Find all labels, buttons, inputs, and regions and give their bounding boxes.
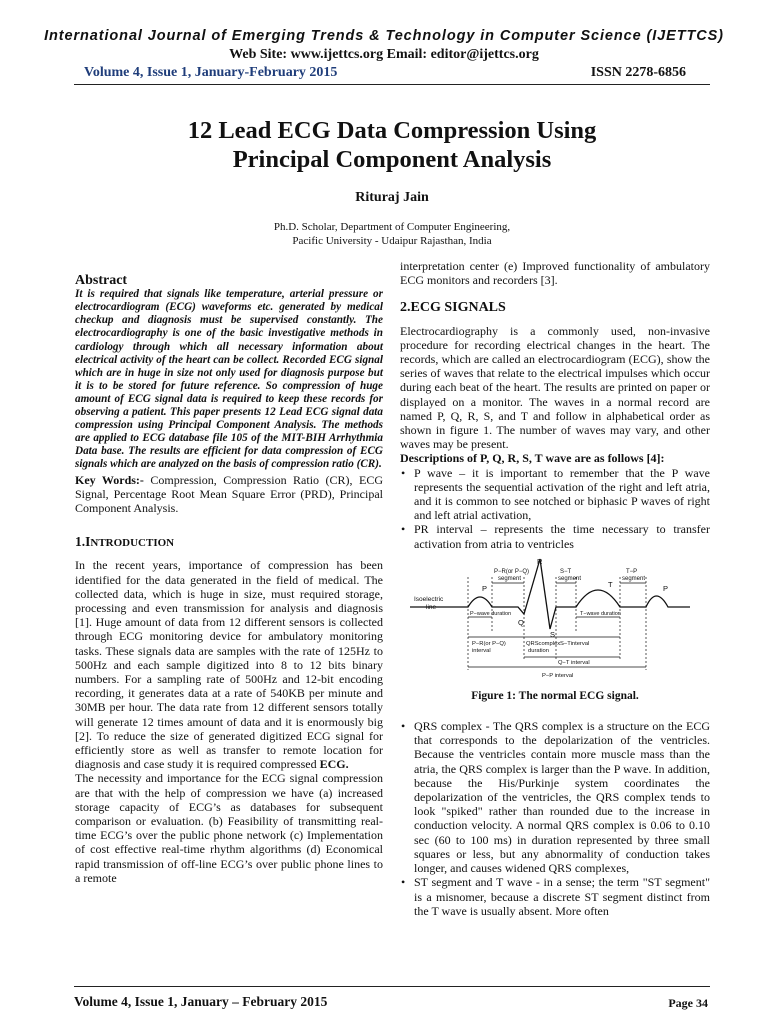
header-rule — [74, 84, 710, 85]
page-number: Page 34 — [668, 996, 708, 1010]
affiliation-line-1: Ph.D. Scholar, Department of Computer Engineering, — [273, 221, 511, 233]
label-isoelectric-line: line — [426, 603, 437, 611]
ecg-diagram — [400, 557, 710, 687]
footer-rule — [74, 986, 710, 987]
label-pr-interval-2: interval — [472, 647, 491, 654]
section-2-paragraph: Electrocardiography is a commonly used, non-invasive procedure for recording electrical changes in the heart. The records, which are called an electrocardiogram (ECG), show the series of waves that relate to the electrical impulses which occur during each beat of the heart. The results are printed on paper or displayed on a monitor. The waves in a normal record are named P, Q, R, S, and T and follow in alphabetical order as shown in figure 1. The number of waves may vary, and other waves may be present. — [400, 323, 710, 452]
author-name: Rituraj Jain — [355, 190, 429, 205]
keywords-text: Compression, Compression Ratio (CR), ECG Signal, Percentage Root Mean Square Error (PRD), Principal Component Analysis. — [75, 472, 383, 515]
bullet-list-b — [400, 719, 710, 918]
list-item: • ST segment and T wave - in a sense; the term "ST segment" is a misnomer, because a discrete ST segment distinct from the T wave is usually absent. More often — [400, 875, 710, 918]
label-pr-segment-2: segment — [498, 575, 522, 582]
label-q: Q — [518, 617, 524, 627]
keywords — [75, 473, 383, 516]
intro-heading-rest: NTRODUCTION — [90, 537, 175, 550]
label-r: R — [537, 556, 543, 566]
title-line-2: Principal Component Analysis — [232, 146, 552, 173]
label-p: P — [482, 583, 488, 593]
section-2-heading: 2.ECG SIGNALS — [400, 300, 506, 316]
label-s: S — [550, 629, 556, 639]
left-column — [75, 274, 383, 885]
list-item: • PR interval – represents the time necessary to transfer activation from atria to ventricles — [400, 522, 710, 550]
paper-title — [74, 116, 710, 174]
bullet-list-a — [400, 466, 710, 551]
label-t-duration: T−wave duration — [580, 610, 621, 617]
label-pp-interval: P−P interval — [542, 672, 574, 679]
intro-heading-number: 1. — [75, 534, 86, 550]
intro-paragraph-2: The necessity and importance for the ECG signal compression are that with the help of compression we have (a) increased storage capacity of ECG’s as databases for subsequent comparison or evaluation. (b) Feasibility of transmitting real-time ECG’s over the public phone network (c) Implementation of cost effective real-time rhythm algorithms (d) Economical rapid transmission of off-line ECG’s over public phone lines to a remote — [75, 771, 383, 885]
intro-paragraph-1 — [75, 558, 383, 771]
label-pr-segment: P−R(or P−Q) — [494, 568, 530, 575]
header-volume: Volume 4, Issue 1, January-February 2015 — [84, 65, 338, 80]
author-affiliation — [74, 220, 710, 248]
label-qt-interval: Q−T interval — [558, 659, 590, 666]
ecg-waveform — [410, 556, 690, 629]
right-column — [400, 259, 710, 918]
label-qrs-duration: QRScomplex — [526, 640, 561, 647]
label-st-interval: S−Tinterval — [560, 640, 590, 647]
figure-caption: Figure 1: The normal ECG signal. — [471, 689, 639, 702]
journal-name: International Journal of Emerging Trends & Technology in Computer Science (IJETTCS) — [44, 28, 724, 44]
keywords-label: Key Words:- — [75, 472, 144, 487]
list-item: • P wave – it is important to remember that the P wave represents the sequential activation of the right and left atria, and it is common to see notched or biphasic P waves of right and left atrial activation, — [400, 466, 710, 523]
label-t: T — [608, 579, 613, 589]
label-tp-segment: T−P — [626, 568, 638, 575]
list-item: • QRS complex - The QRS complex is a structure on the ECG that corresponds to the depolarization of the ventricles. Because the ventricles contain more muscle mass than the atria, the QRS complex is larger than the P wave. In addition, because the His/Purkinje system coordinates the depolarization of the ventricles, the QRS complex tends to look "spiked" rather than rounded due to the increase in conduction velocity. A normal QRS complex is 0.06 to 0.10 sec (60 to 100 ms) in duration represented by three small squares or less, but any abnormality of conduction takes longer, and causes widened QRS complexes, — [400, 719, 710, 875]
label-st-segment: S−T — [560, 568, 572, 575]
label-qrs-duration-2: duration — [528, 647, 549, 654]
abstract-text: It is required that signals like temperature, arterial pressure or electrocardiogram (ECG) waveforms etc. generated by medical checkup and diagnosis must be supervised constantly. The electrocardiography is one of the basic investigative methods in cardiology through which all necessary information about electrical activity of the heart can be collect. Recorded ECG signal which are in huge in size not only used for diagnosis purpose but it is to be stored for future reference. So compression of huge amount of ECG signal data is required to keep these records for observing a patient. This paper presents 12 Lead ECG signal data compression using Principal Component Analysis. The methods are applied to ECG database file 105 of the MIT-BIH Arrhythmia Data base. The results are efficient for data compression of ECG signals which are analyzed on the basis of compression ratio (CR). — [75, 288, 383, 471]
affiliation-line-2: Pacific University - Udaipur Rajasthan, India — [292, 235, 492, 247]
ecg-figure — [400, 557, 710, 687]
abstract-heading: Abstract — [75, 273, 128, 288]
footer-volume: Volume 4, Issue 1, January – February 2015 — [74, 994, 328, 1009]
intro-continuation: interpretation center (e) Improved functionality of ambulatory ECG monitors and recorders [3]. — [400, 259, 710, 288]
label-pr-interval: P−R(or P−Q) — [472, 640, 506, 647]
label-isoelectric: Isoelectric — [414, 595, 444, 603]
label-tp-segment-2: segment — [622, 575, 646, 582]
journal-website: Web Site: www.ijettcs.org Email: editor@ijettcs.org — [229, 47, 539, 62]
label-st-segment-2: segment — [558, 575, 582, 582]
header-issn: ISSN 2278-6856 — [590, 65, 686, 80]
label-p2: P — [663, 583, 669, 593]
title-line-1: 12 Lead ECG Data Compression Using — [187, 117, 597, 144]
descriptions-heading: Descriptions of P, Q, R, S, T wave are as follows [4]: — [400, 451, 665, 466]
intro-heading — [75, 535, 383, 550]
intro-heading-initial: I — [85, 534, 91, 550]
intro-p1-text: In the recent years, importance of compression has been identified for the data generated in the field of medical. The collected data, which is huge in size, must required storage, processing and even transmission for analysis and diagnosis [1]. Huge amount of data from 12 different sensors is collected through ECG monitoring device for ambulatory monitoring tasks. These signals data are samples with the rate of 125Hz to 500Hz and each sample digitized into 8 to 12 bits binary numbers. For a sampling rate of 500Hz and 12-bit encoding recording, it generates data at a rate of 540KB per minute and 30MB per hour. The data rate from 12 different sensors totally will generate 12 times amount of data and it is enormously big [2]. To reduce the size of generated digitized ECG signal for efficiently store as well as transfer to remote location for diagnosis and case study it is required compressed — [75, 558, 383, 772]
intro-p1-bold: ECG. — [319, 757, 349, 772]
label-p-duration: P−wave duration — [470, 610, 512, 617]
